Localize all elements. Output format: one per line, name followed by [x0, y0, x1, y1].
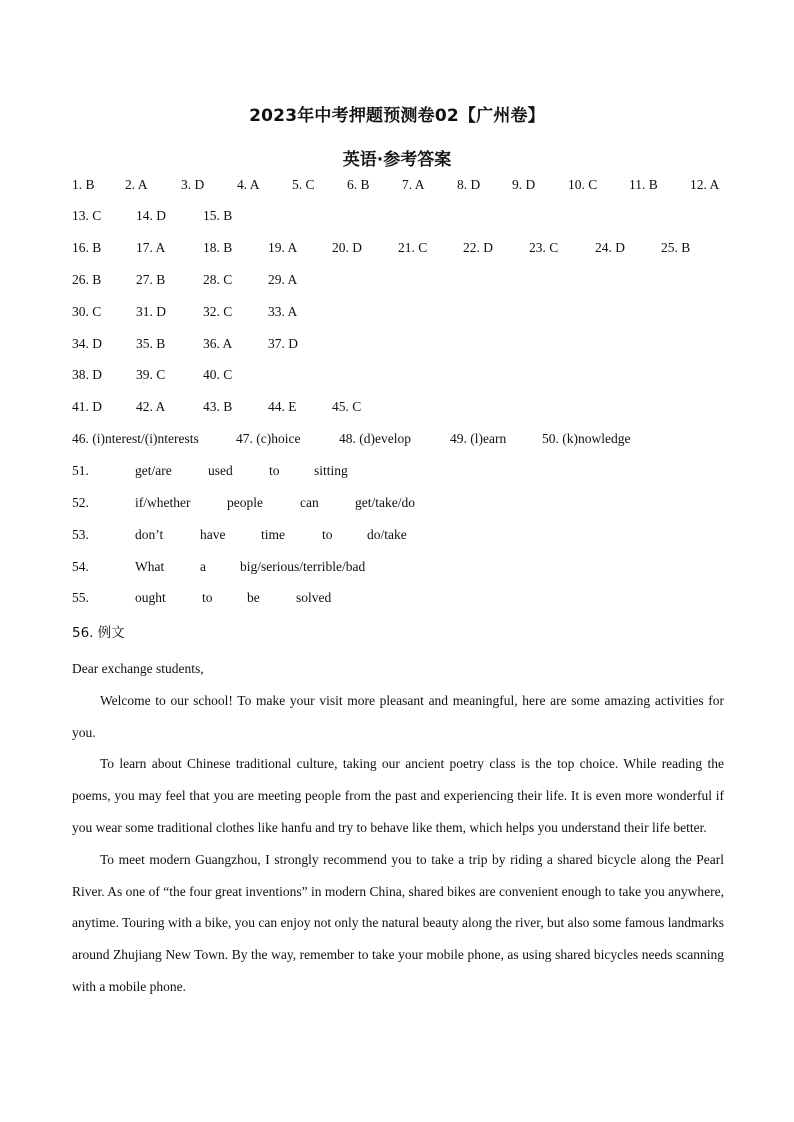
answer-item: 40. C: [203, 367, 233, 382]
essay-paragraph-2: To learn about Chinese traditional culture, taking our ancient poetry class is the top choice. While reading the poems, you may feel that you are meeting people from the past and experiencing their life. It is even more wonderful if you wear some traditional clothes like hanfu and try to behave like them, which helps you understand their life better.: [72, 756, 724, 835]
answer-item: 19. A: [268, 240, 298, 255]
answer-item: 10. C: [568, 177, 598, 192]
answer-item: 50. (k)nowledge: [542, 431, 631, 446]
answer-item: 46. (i)nterest/(i)nterests: [72, 431, 199, 446]
answer-word: a: [200, 559, 206, 574]
answer-item: 16. B: [72, 240, 102, 255]
answer-word: sitting: [314, 463, 348, 478]
answer-word: don’t: [135, 527, 164, 542]
answer-item: 33. A: [268, 304, 298, 319]
writing-label: 56. 例文: [72, 625, 125, 641]
sample-essay: [72, 653, 724, 1003]
answer-item: 43. B: [203, 399, 233, 414]
answer-item: 5. C: [292, 177, 315, 192]
answer-item: 25. B: [661, 240, 691, 255]
answer-item: 34. D: [72, 336, 102, 351]
answer-item: 37. D: [268, 336, 298, 351]
answer-word: to: [202, 590, 213, 605]
answer-item: 45. C: [332, 399, 362, 414]
answer-item: 29. A: [268, 272, 298, 287]
answer-number: 51.: [72, 463, 89, 478]
answer-item: 24. D: [595, 240, 625, 255]
essay-paragraph-3: To meet modern Guangzhou, I strongly recommend you to take a trip by riding a shared bicycle along the Pearl River. As one of “the four great inventions” in modern China, shared bikes are convenient enough to take you anywhere, anytime. Touring with a bike, you can enjoy not only the natural beauty along the river, but also some famous landmarks around Zhujiang New Town. By the way, remember to take your mobile phone, as using shared bicycles needs scanning with a mobile phone.: [72, 851, 724, 994]
answer-item: 1. B: [72, 177, 95, 192]
answer-item: 22. D: [463, 240, 493, 255]
answer-item: 21. C: [398, 240, 428, 255]
answer-number: 52.: [72, 495, 89, 510]
page-subtitle: 英语·参考答案: [342, 150, 452, 170]
answer-item: 18. B: [203, 240, 233, 255]
answer-word: big/serious/terrible/bad: [240, 559, 366, 574]
answer-item: 11. B: [629, 177, 658, 192]
answer-word: get/take/do: [355, 495, 415, 510]
answer-word: can: [300, 495, 319, 510]
answer-word: used: [208, 463, 233, 478]
answer-word: time: [261, 527, 285, 542]
answer-item: 4. A: [237, 177, 260, 192]
answer-word: have: [200, 527, 226, 542]
answer-word: do/take: [367, 527, 407, 542]
answer-item: 47. (c)hoice: [236, 431, 301, 446]
answer-item: 44. E: [268, 399, 297, 414]
answer-item: 13. C: [72, 208, 102, 223]
answer-item: 6. B: [347, 177, 370, 192]
answer-item: 26. B: [72, 272, 102, 287]
essay-greeting: Dear exchange students,: [72, 661, 204, 676]
answer-word: ought: [135, 590, 166, 605]
answer-item: 28. C: [203, 272, 233, 287]
answer-word: people: [227, 495, 263, 510]
page-title: 2023年中考押题预测卷02【广州卷】: [249, 106, 545, 126]
answer-item: 14. D: [136, 208, 166, 223]
answer-item: 8. D: [457, 177, 481, 192]
answer-word: to: [322, 527, 333, 542]
answer-item: 23. C: [529, 240, 559, 255]
answer-item: 17. A: [136, 240, 166, 255]
answer-item: 30. C: [72, 304, 102, 319]
answer-word: to: [269, 463, 280, 478]
answer-item: 3. D: [181, 177, 205, 192]
answer-item: 20. D: [332, 240, 362, 255]
answer-item: 42. A: [136, 399, 166, 414]
answer-item: 12. A: [690, 177, 720, 192]
answer-item: 49. (l)earn: [450, 431, 507, 446]
answer-word: What: [135, 559, 165, 574]
answer-word: be: [247, 590, 260, 605]
answer-item: 36. A: [203, 336, 233, 351]
essay-paragraph-1: Welcome to our school! To make your visit more pleasant and meaningful, here are some amazing activities for you.: [72, 692, 724, 740]
answer-word: solved: [296, 590, 332, 605]
answer-word: get/are: [135, 463, 172, 478]
answer-item: 2. A: [125, 177, 148, 192]
answer-item: 15. B: [203, 208, 233, 223]
answer-item: 41. D: [72, 399, 102, 414]
answer-word: if/whether: [135, 495, 191, 510]
answer-number: 54.: [72, 559, 89, 574]
answer-item: 35. B: [136, 336, 166, 351]
answer-item: 31. D: [136, 304, 166, 319]
answer-item: 48. (d)evelop: [339, 431, 411, 446]
answer-item: 9. D: [512, 177, 536, 192]
answer-item: 7. A: [402, 177, 425, 192]
answer-item: 27. B: [136, 272, 166, 287]
answer-number: 53.: [72, 527, 89, 542]
answer-item: 39. C: [136, 367, 166, 382]
answer-number: 55.: [72, 590, 89, 605]
answer-item: 38. D: [72, 367, 102, 382]
answer-item: 32. C: [203, 304, 233, 319]
